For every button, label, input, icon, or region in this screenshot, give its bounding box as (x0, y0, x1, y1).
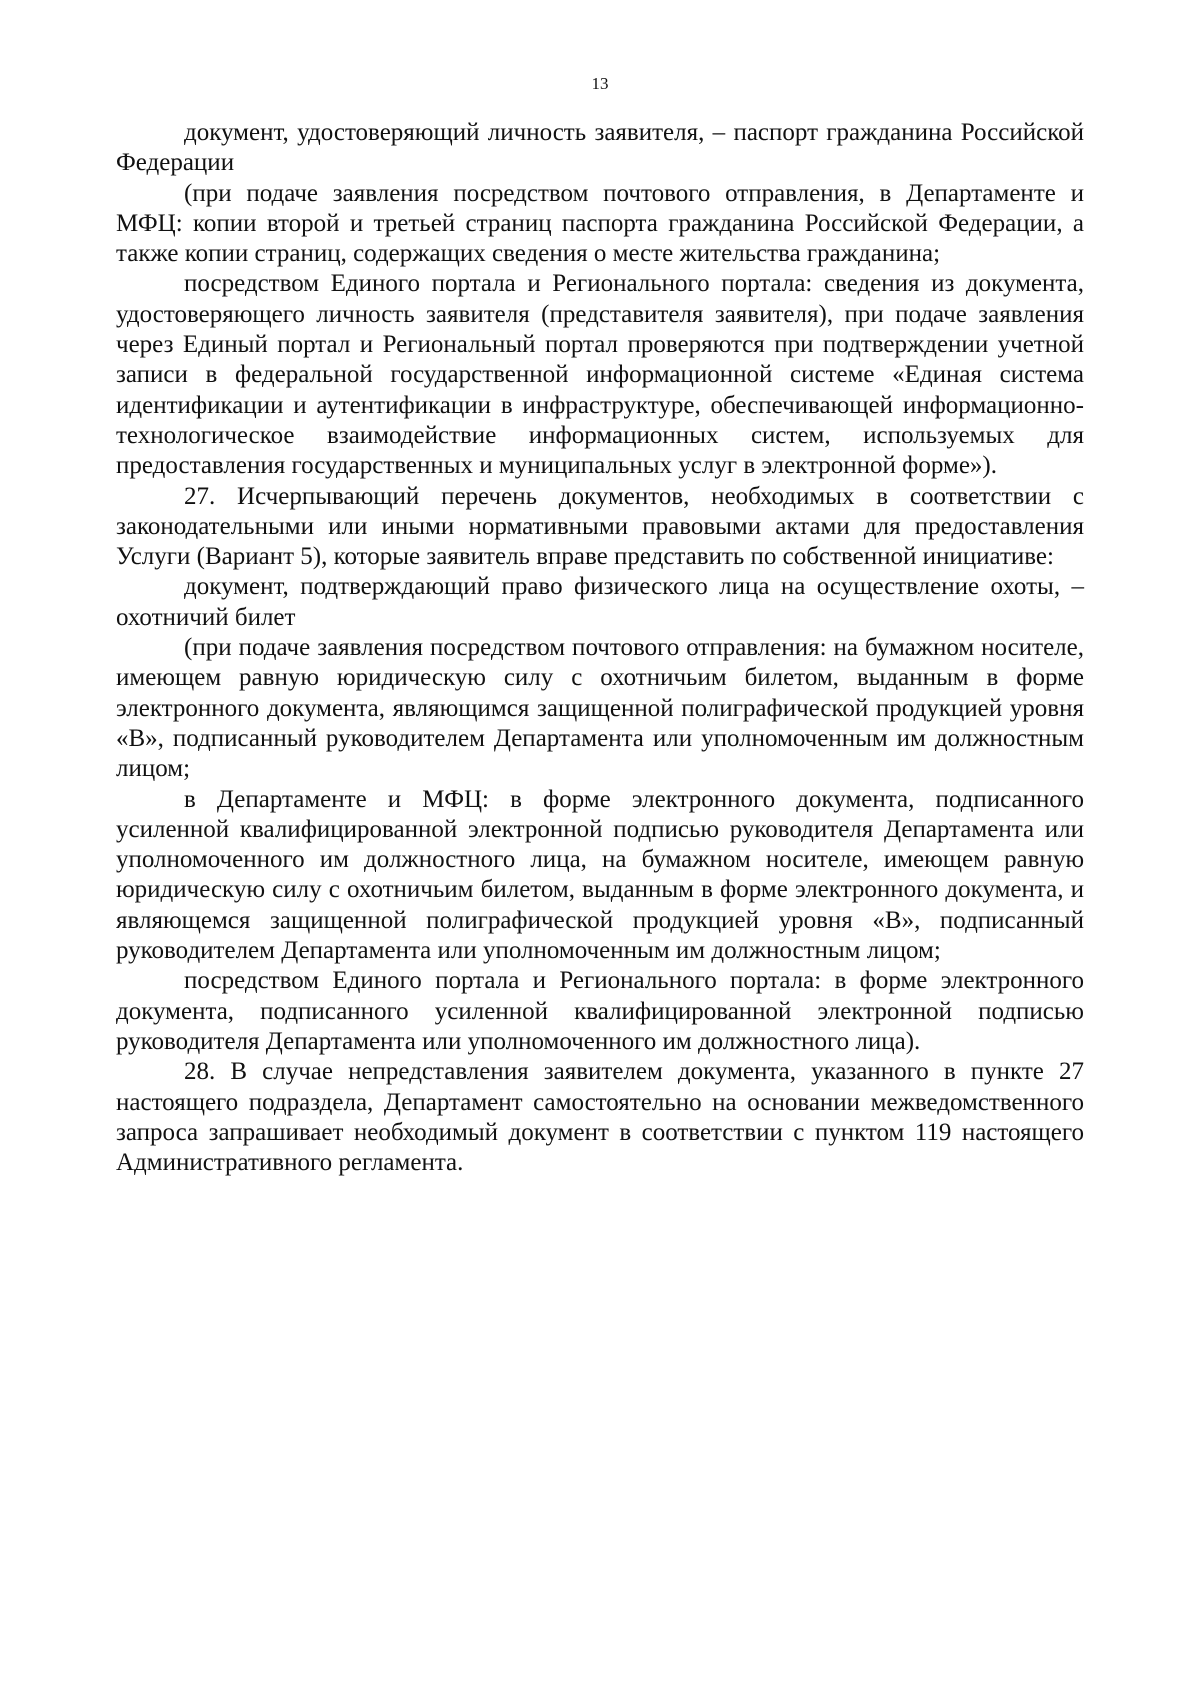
paragraph-item-28: 28. В случае непредставления заявителем документа, указанного в пункте 27 настоящего подраздела, Департамент самостоятельно на основании межведомственного запроса запрашивает необходимый документ в соответствии с пунктом 119 настоящего Административного регламента. (116, 1058, 1084, 1177)
page-number: 13 (591, 74, 609, 93)
paragraph-portal-identity-verification: посредством Единого портала и Регионального портала: сведения из документа, удостоверяющего личность заявителя (представителя заявителя), при подаче заявления через Единый портал и Региональный портал проверяются при подтверждении учетной записи в федеральной государственной информационной системе «Единая система идентификации и аутентификации в инфраструктуре, обеспечивающей информационно-технологическое взаимодействие информационных систем, используемых для предоставления государственных и муниципальных услуг в электронной форме»). (116, 270, 1084, 480)
paragraph-portal-license: посредством Единого портала и Регионального портала: в форме электронного документа, подписанного усиленной квалифицированной электронной подписью руководителя Департамента или уполномоченного им должностного лица). (116, 967, 1084, 1055)
document-body (116, 118, 1084, 1178)
paragraph-postal-submission-license: (при подаче заявления посредством почтового отправления: на бумажном носителе, имеющем равную юридическую силу с охотничьим билетом, выданным в форме электронного документа, являющимся защищенной полиграфической продукцией уровня «В», подписанный руководителем Департамента или уполномоченным им должностным лицом; (116, 634, 1084, 783)
paragraph-item-27: 27. Исчерпывающий перечень документов, необходимых в соответствии с законодательными или иными нормативными правовыми актами для предоставления Услуги (Вариант 5), которые заявитель вправе представить по собственной инициативе: (116, 482, 1084, 571)
paragraph-department-mfc-license: в Департаменте и МФЦ: в форме электронного документа, подписанного усиленной квалифицированной электронной подписью руководителя Департамента или уполномоченного им должностного лица, на бумажном носителе, имеющем равную юридическую силу с охотничьим билетом, выданным в форме электронного документа, и являющемся защищенной полиграфической продукцией уровня «В», подписанный руководителем Департамента или уполномоченным им должностным лицом; (116, 785, 1084, 965)
paragraph-hunting-license: документ, подтверждающий право физического лица на осуществление охоты, – охотничий билет (116, 573, 1084, 631)
paragraph-identity-document: документ, удостоверяющий личность заявителя, – паспорт гражданина Российской Федерации (116, 119, 1084, 177)
paragraph-postal-submission-passport: (при подаче заявления посредством почтового отправления, в Департаменте и МФЦ: копии второй и третьей страниц паспорта гражданина Российской Федерации, а также копии страниц, содержащих сведения о месте жительства гражданина; (116, 179, 1084, 268)
